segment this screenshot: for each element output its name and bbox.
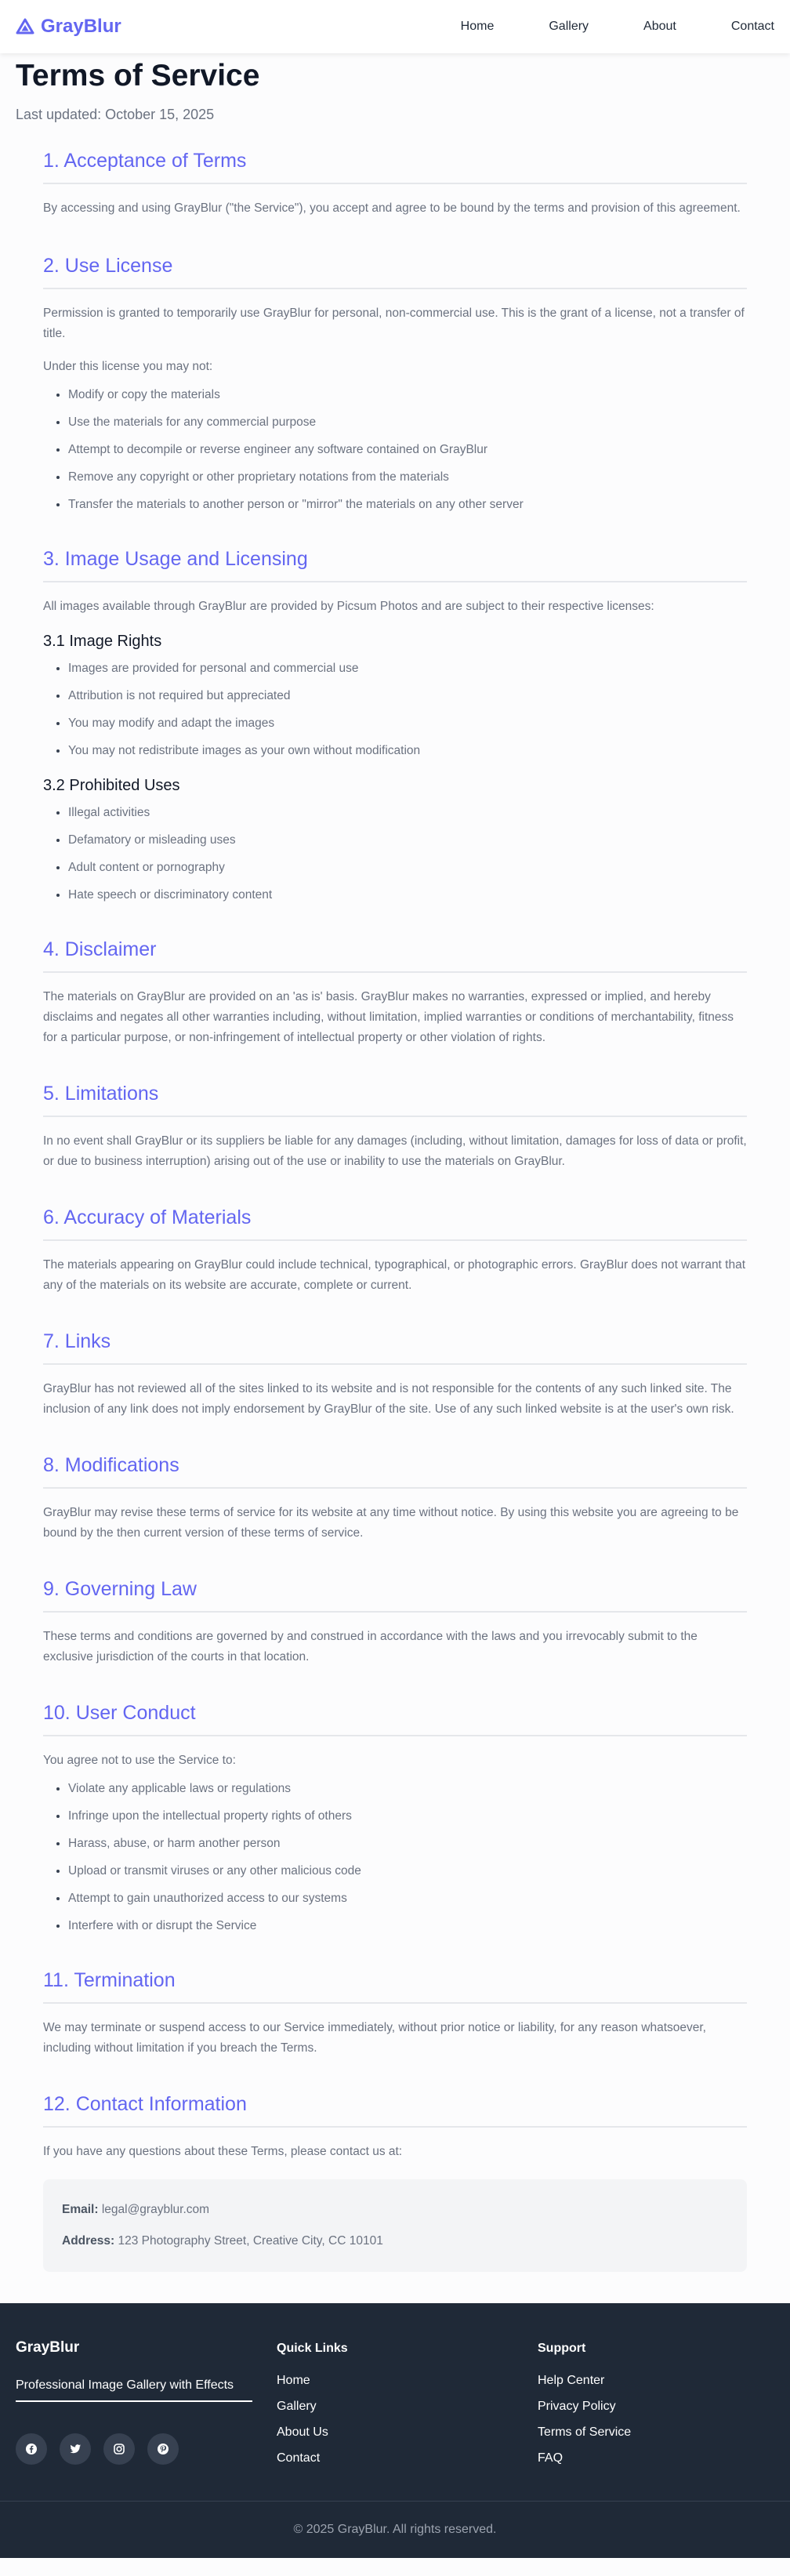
main-nav (461, 20, 774, 34)
footer-support-column (538, 2339, 773, 2476)
list-item: • Harass, abuse, or harm another person (68, 1834, 747, 1854)
brand-name: GrayBlur (41, 16, 121, 37)
list-item: • You may modify and adapt the images (68, 713, 747, 734)
subsection-heading: 3.2 Prohibited Uses (43, 777, 180, 794)
list (43, 1779, 747, 1936)
section-limitations (43, 1083, 747, 1172)
section-paragraph: By accessing and using GrayBlur ("the Service"), you accept and agree to be bound by the terms and provision of this agreement. (43, 201, 741, 215)
section-governing-law (43, 1578, 747, 1667)
footer-link-help-center[interactable]: Help Center (538, 2374, 605, 2387)
last-updated: Last updated: October 15, 2025 (16, 107, 215, 122)
section-modifications (43, 1454, 747, 1544)
contact-email-row (62, 2200, 728, 2220)
list-item: • Defamatory or misleading uses (68, 830, 747, 851)
nav-about[interactable]: About (643, 20, 676, 33)
footer-link-gallery[interactable]: Gallery (277, 2400, 317, 2413)
list-item: • Transfer the materials to another person or "mirror" the materials on any other server (68, 495, 747, 515)
site-footer (0, 2303, 790, 2558)
section-disclaimer (43, 938, 747, 1048)
list-item: • Attempt to decompile or reverse engineer any software contained on GrayBlur (68, 440, 747, 460)
list-item: • Upload or transmit viruses or any other malicious code (68, 1861, 747, 1881)
email-value[interactable]: legal@grayblur.com (101, 2203, 210, 2216)
section-use-license (43, 255, 747, 515)
section-acceptance (43, 150, 747, 219)
nav-home[interactable]: Home (460, 20, 495, 33)
list-item: • Illegal activities (68, 803, 747, 823)
address-value: 123 Photography Street, Creative City, CC 10101 (118, 2234, 383, 2248)
footer-link-about[interactable]: About Us (277, 2425, 328, 2439)
social-links (16, 2433, 277, 2465)
list-item: • Modify or copy the materials (68, 385, 747, 405)
section-links (43, 1330, 747, 1420)
section-termination (43, 1969, 747, 2059)
list-item: • Use the materials for any commercial purpose (68, 412, 747, 433)
section-heading: 6. Accuracy of Materials (43, 1206, 747, 1241)
section-paragraph: These terms and conditions are governed by and construed in accordance with the laws and you irrevocably submit to the exclusive jurisdiction of the courts in that location. (43, 1630, 698, 1664)
section-paragraph: In no event shall GrayBlur or its suppliers be liable for any damages (including, without limitation, damages for loss of data or profit, or due to business interruption) arising out of the use or inability to use the materials on GrayBlur. (43, 1134, 747, 1168)
list-item: • Violate any applicable laws or regulations (68, 1779, 747, 1799)
section-paragraph: You agree not to use the Service to: (43, 1754, 236, 1767)
support-heading: Support (538, 2342, 586, 2355)
twitter-icon[interactable] (60, 2433, 91, 2465)
section-paragraph: GrayBlur may revise these terms of service for its website at any time without notice. By using this website you are agreeing to be bound by the then current version of these terms of service. (43, 1506, 739, 1540)
section-heading: 9. Governing Law (43, 1578, 747, 1613)
subsection-heading: 3.1 Image Rights (43, 633, 162, 650)
copyright: © 2025 GrayBlur. All rights reserved. (0, 2501, 790, 2558)
section-image-usage (43, 548, 747, 905)
list-item: • Adult content or pornography (68, 858, 747, 878)
instagram-icon[interactable] (103, 2433, 135, 2465)
section-paragraph: If you have any questions about these Terms, please contact us at: (43, 2145, 403, 2158)
list-item: • Infringe upon the intellectual property rights of others (68, 1806, 747, 1827)
section-paragraph: Under this license you may not: (43, 360, 213, 373)
site-header (0, 0, 790, 53)
section-contact-info (43, 2093, 747, 2272)
section-heading: 1. Acceptance of Terms (43, 150, 747, 184)
list-item: • Hate speech or discriminatory content (68, 885, 747, 905)
terms-content (16, 150, 774, 2272)
section-heading: 8. Modifications (43, 1454, 747, 1489)
contact-address-row (62, 2231, 728, 2251)
list-item: • Interfere with or disrupt the Service (68, 1916, 747, 1936)
list-item: • Remove any copyright or other proprietary notations from the materials (68, 467, 747, 488)
nav-gallery[interactable]: Gallery (549, 20, 589, 33)
list (43, 659, 747, 761)
quick-links-heading: Quick Links (277, 2342, 348, 2355)
footer-link-contact[interactable]: Contact (277, 2451, 321, 2465)
section-heading: 11. Termination (43, 1969, 747, 2004)
section-heading: 7. Links (43, 1330, 747, 1365)
section-accuracy (43, 1206, 747, 1296)
pinterest-icon[interactable] (147, 2433, 179, 2465)
footer-quick-links-column (277, 2339, 538, 2476)
footer-columns (16, 2339, 774, 2476)
email-label: Email: (62, 2203, 102, 2216)
facebook-icon[interactable] (16, 2433, 47, 2465)
support-links (538, 2373, 773, 2466)
brand-logo[interactable] (16, 16, 121, 38)
triangle-logo-icon (16, 17, 34, 36)
section-paragraph: GrayBlur has not reviewed all of the sites linked to its website and is not responsible for the contents of any such linked site. The inclusion of any link does not imply endorsement by GrayBlur of the site. Use of any such linked website is at the user's own risk. (43, 1382, 734, 1416)
quick-links (277, 2373, 538, 2466)
section-paragraph: The materials appearing on GrayBlur could include technical, typographical, or photographic errors. GrayBlur does not warrant that any of the materials on its website are accurate, complete or current. (43, 1258, 746, 1292)
footer-brand: GrayBlur (16, 2339, 80, 2356)
section-heading: 2. Use License (43, 255, 747, 289)
section-heading: 4. Disclaimer (43, 938, 747, 973)
list-item: • You may not redistribute images as your own without modification (68, 741, 747, 761)
section-heading: 10. User Conduct (43, 1702, 747, 1736)
footer-link-privacy[interactable]: Privacy Policy (538, 2400, 616, 2413)
list-item: • Attempt to gain unauthorized access to our systems (68, 1888, 747, 1909)
footer-link-faq[interactable]: FAQ (538, 2451, 564, 2465)
footer-link-terms[interactable]: Terms of Service (538, 2425, 632, 2439)
list-item: • Images are provided for personal and commercial use (68, 659, 747, 679)
list-item: • Attribution is not required but appreciated (68, 686, 747, 706)
footer-tagline: Professional Image Gallery with Effects (16, 2378, 252, 2402)
section-heading: 12. Contact Information (43, 2093, 747, 2128)
list (43, 803, 747, 905)
section-heading: 3. Image Usage and Licensing (43, 548, 747, 582)
main-content (0, 56, 790, 2272)
section-paragraph: All images available through GrayBlur are provided by Picsum Photos and are subject to their respective licenses: (43, 600, 654, 613)
nav-contact[interactable]: Contact (730, 20, 774, 33)
section-paragraph: Permission is granted to temporarily use GrayBlur for personal, non-commercial use. This is the grant of a license, not a transfer of title. (43, 307, 745, 340)
footer-link-home[interactable]: Home (277, 2374, 310, 2387)
page-title: Terms of Service (16, 59, 260, 93)
section-paragraph: The materials on GrayBlur are provided on an 'as is' basis. GrayBlur makes no warranties, expressed or implied, and hereby disclaims and negates all other warranties including, without limitation, implied warranties or conditions of merchantability, fitness for a particular purpose, or non-infringement of intellectual property or other violation of rights. (43, 990, 734, 1044)
list (43, 385, 747, 515)
contact-box (43, 2179, 747, 2272)
address-label: Address: (62, 2234, 118, 2248)
section-heading: 5. Limitations (43, 1083, 747, 1117)
section-user-conduct (43, 1702, 747, 1936)
section-paragraph: We may terminate or suspend access to our Service immediately, without prior notice or liability, for any reason whatsoever, including without limitation if you breach the Terms. (43, 2021, 706, 2055)
footer-brand-column (16, 2339, 277, 2476)
